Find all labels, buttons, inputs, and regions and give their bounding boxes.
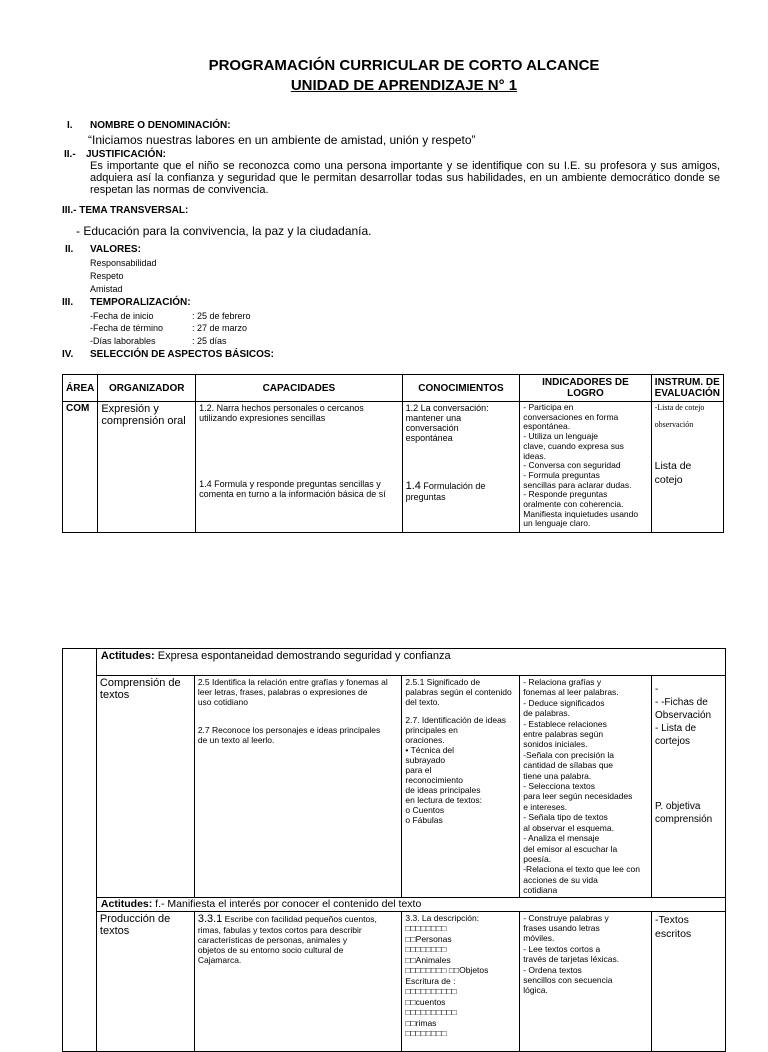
schedule-value: : 25 de febrero [192,311,251,321]
schedule-value: : 27 de marzo [192,323,248,333]
header-capacidades: CAPACIDADES [196,375,402,402]
area-cell-empty [63,649,97,1052]
cell-indicadores: - Participa en conversaciones en forma espontánea. - Utiliza un lenguaje clave, cuando expresa sus ideas. - Conversa con seguridad - Formula preguntas sencillas para aclarar dudas. - Responde preguntas oralmente con coherencia. Manifiesta inquietudes usando un lenguaje claro. [520,402,651,533]
cell-conocimientos-comprension [402,676,520,898]
cell-indicadores-produccion: - Construye palabras y frases usando letras móviles. - Lee textos cortos a través de tarjetas léxicas. - Ordena textos sencillos con secuencia lógica. [520,911,652,1051]
cell-organizador: Expresión y comprensión oral [98,402,196,533]
cell-instrumentos-produccion: -Textos escritos [651,911,725,1051]
cell-capacidades-comprension [194,676,402,898]
sec5-label: TEMPORALIZACIÓN: [90,297,191,308]
sec3-text: - Educación para la convivencia, la paz y la ciudadanía. [76,224,372,238]
schedule-value: : 25 días [192,336,227,346]
knowledge-1-2: 1.2 La conversación: mantener una conversación espontánea [405,403,489,443]
sec2-number: II.- [64,149,76,160]
cell-capacidades-produccion [194,911,402,1051]
sec4-number: II. [65,244,74,255]
sec3-label: III.- TEMA TRANSVERSAL: [62,205,189,216]
document-subtitle: UNIDAD DE APRENDIZAJE N° 1 [290,77,518,94]
curriculum-table-1 [62,374,724,533]
header-organizador: ORGANIZADOR [98,375,196,402]
capacity-3-3-1: 3.3.1 Escribe con facilidad pequeños cuentos, rimas, fabulas y textos cortos para describir características de personas, animales y objetos de su entorno socio cultural de Cajamarca. [197,912,377,965]
sec6-label: SELECCIÓN DE ASPECTOS BÁSICOS: [90,349,274,360]
header-indicadores: INDICADORES DE LOGRO [520,375,651,402]
sec5-number: III. [62,297,74,308]
capacity-1-2: 1.2. Narra hechos personales o cercanos utilizando expresiones sencillas [199,403,364,423]
instrument-prueba-objetiva: P. objetiva comprensión [654,801,713,825]
cell-capacidades [196,402,402,533]
sec4-label: VALORES: [90,244,141,255]
value-item: Respeto [90,271,124,281]
header-instrumentos: INSTRUM. DE EVALUACIÓN [651,375,723,402]
cell-indicadores-comprension: - Relaciona grafías y fonemas al leer palabras. - Deduce significados de palabras. - Establece relaciones entre palabras según sonidos iniciales. -Señala con precisión la cantidad de sílabas que tiene una palabra. - Selecciona textos para leer según necesidades e intereses. - Señala tipo de textos al observar el esquema. - Analiza el mensaje del emisor al escuchar la poesía. -Relaciona el texto que lee con acciones de su vida cotidiana [520,676,652,898]
cell-conocimientos-produccion: 3.3. La descripción: □□□□□□□□ □□Personas □□□□□□□□ □□Animales □□□□□□□□ □□Objetos Escritura de : □□□□□□□□□□ □□cuentos □□□□□□□□□□ □□rimas □□□□□□□□ [402,911,520,1051]
header-conocimientos: CONOCIMIENTOS [402,375,520,402]
capacity-2-5: 2.5 Identifica la relación entre grafías y fonemas al leer letras, frases, palabras o expresiones de uso cotidiano [197,677,388,707]
cell-organizador-comprension: Comprensión de textos [96,676,194,898]
capacity-2-7: 2.7 Reconoce los personajes e ideas principales de un texto al leerlo. [197,725,381,745]
cell-instrumentos-comprension [651,676,725,898]
cell-area: COM [63,402,98,533]
capacity-1-4: 1.4 Formula y responde preguntas sencillas y comenta en turno a la información básica de sí [199,479,386,499]
header-area: ÁREA [63,375,98,402]
cell-conocimientos [402,402,520,533]
attitudes-row-1: Actitudes: Expresa espontaneidad demostrando seguridad y confianza [96,649,725,676]
instrument-lista-cotejo-2: Lista de cotejo [654,460,692,486]
sec1-number: I. [67,120,73,131]
sec2-text: Es importante que el niño se reconozca como una persona importante y se identifique con su I.E. su profesora y sus amigos, adquiera así la confianza y seguridad que le permitan desarrollar todas sus habilidades, en un ambiente democrático donde se respetan las normas de convivencia. [90,160,720,196]
sec1-text: “Iniciamos nuestras labores en un ambiente de amistad, unión y respeto” [88,133,476,147]
sec1-label: NOMBRE O DENOMINACIÓN: [90,120,231,131]
instrument-lista-cotejo: -Lista de cotejo [654,403,705,412]
document-title: PROGRAMACIÓN CURRICULAR DE CORTO ALCANCE [208,57,600,74]
value-item: Amistad [90,284,123,294]
curriculum-table-2 [62,648,726,1052]
attitudes-row-2: Actitudes: f.- Manifiesta el interés por conocer el contenido del texto [96,897,725,911]
sec2-label: JUSTIFICACIÓN: [86,149,166,160]
knowledge-2-7: 2.7. Identificación de ideas principales en oraciones. • Técnica del subrayado para el reconocimiento de ideas principales en lectura de textos: o Cuentos o Fábulas [405,715,507,825]
instrument-observacion: observación [654,420,694,429]
cell-organizador-produccion: Producción de textos [96,911,194,1051]
schedule-key: -Fecha de inicio [90,311,154,321]
schedule-key: -Días laborables [90,336,156,346]
knowledge-2-5-1: 2.5.1 Significado de palabras según el contenido del texto. [405,677,512,707]
sec6-number: IV. [62,349,74,360]
knowledge-1-4: 1.4 Formulación de preguntas [405,480,486,502]
schedule-key: -Fecha de término [90,323,164,333]
cell-instrumentos [651,402,723,533]
value-item: Responsabilidad [90,258,157,268]
instrument-fichas: - - -Fichas de Observación - Lista de cortejos [654,684,712,747]
